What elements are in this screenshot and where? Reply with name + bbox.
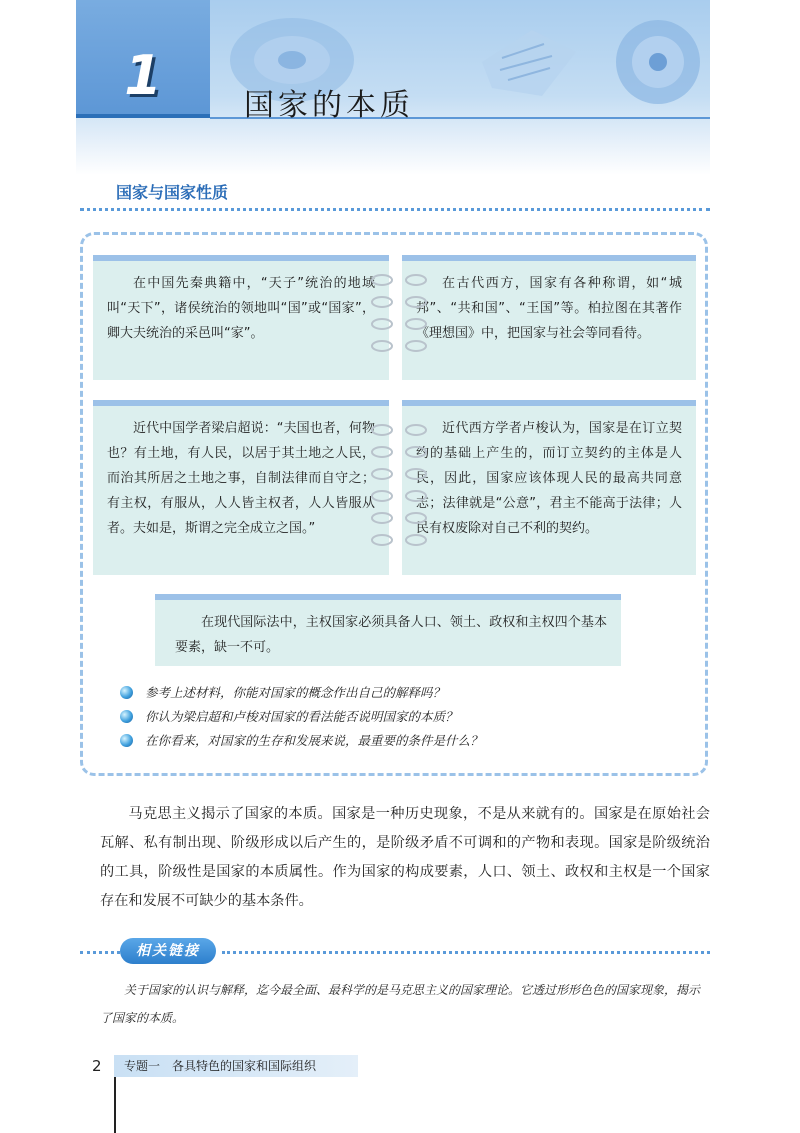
related-link-text: 关于国家的认识与解释，迄今最全面、最科学的是马克思主义的国家理论。它透过形形色色的国家现象，揭示了国家的本质。: [100, 983, 701, 1025]
discussion-questions: [120, 680, 680, 752]
blue-bullet-icon: [120, 710, 133, 723]
question-text: 参考上述材料，你能对国家的概念作出自己的解释吗？: [145, 685, 446, 700]
material-card-international-law: 在现代国际法中，主权国家必须具备人口、领土、政权和主权四个基本要素，缺一不可。: [155, 594, 621, 666]
question-text: 你认为梁启超和卢梭对国家的看法能否说明国家的本质？: [145, 709, 458, 724]
chapter-number: 1: [124, 44, 162, 107]
blue-bullet-icon: [120, 734, 133, 747]
running-title: 专题一 各具特色的国家和国际组织: [114, 1055, 358, 1077]
list-item: [120, 728, 680, 752]
link-divider-left: [80, 951, 120, 954]
body-paragraph: 马克思主义揭示了国家的本质。国家是一种历史现象，不是从来就有的。国家是在原始社会瓦解、私有制出现、阶级形成以后产生的，是阶级矛盾不可调和的产物和表现。国家是阶级统治的工具，阶级性是国家的本质属性。作为国家的构成要素，人口、领土、政权和主权是一个国家存在和发展不可缺少的基本条件。: [100, 806, 710, 909]
blue-bullet-icon: [120, 686, 133, 699]
material-card-tianxia: 在中国先秦典籍中，“天子”统治的地域叫“天下”，诸侯统治的领地叫“国”或“国家”，卿大夫统治的采邑叫“家”。: [93, 255, 389, 380]
chapter-title: 国家的本质: [244, 88, 414, 123]
inscribed-fragment-decoration: [472, 22, 582, 102]
binder-rings-top: [368, 270, 432, 370]
section-divider: [80, 208, 710, 211]
list-item: [120, 680, 680, 704]
binder-rings-middle: [368, 420, 432, 570]
section-heading: 国家与国家性质: [116, 183, 229, 202]
material-card-liang-qichao: 近代中国学者梁启超说：“夫国也者，何物也？有土地，有人民，以居于其土地之人民，而治其所居之土地之事，自制法律而自守之；有主权，有服从，人人皆主权者，人人皆服从者。夫如是，斯谓之完全成立之国。”: [93, 400, 389, 575]
page-number: 2: [92, 1057, 102, 1075]
material-card-rousseau: 近代西方学者卢梭认为，国家是在订立契约的基础上产生的，而订立契约的主体是人民，因此，国家应该体现人民的最高共同意志；法律就是“公意”，君主不能高于法律；人民有权废除对自己不利的契约。: [402, 400, 696, 575]
chapter-number-block: [76, 0, 210, 118]
link-divider-right: [222, 951, 710, 954]
question-text: 在你看来，对国家的生存和发展来说，最重要的条件是什么？: [145, 733, 483, 748]
related-link-badge: 相关链接: [120, 938, 216, 964]
coin-decoration: [606, 14, 706, 110]
list-item: [120, 704, 680, 728]
material-card-west-ancient: 在古代西方，国家有各种称谓，如“城邦”、“共和国”、“王国”等。柏拉图在其著作《理想国》中，把国家与社会等同看待。: [402, 255, 696, 380]
